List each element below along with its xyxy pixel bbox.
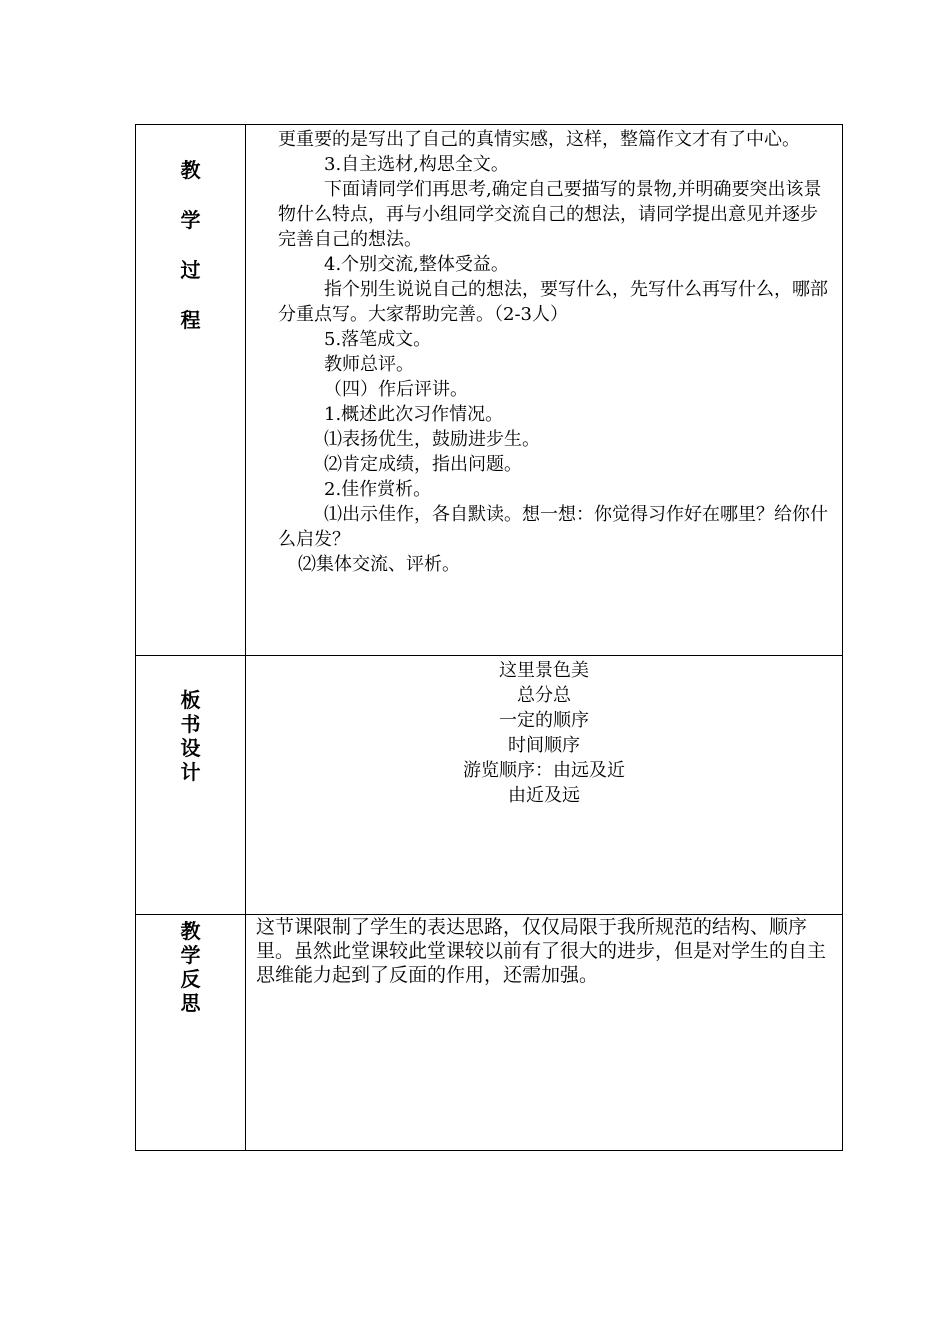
paragraph: （四）作后评讲。 (324, 379, 468, 400)
board-line: 由近及远 (508, 785, 580, 806)
label-char: 计 (180, 760, 201, 784)
label-char: 教 (180, 919, 201, 943)
reflection-paragraph: 这节课限制了学生的表达思路，仅仅局限于我所规范的结构、顺序里。虽然此堂课较此堂课较以前有了很大的进步，但是对学生的自主思维能力起到了反面的作用，还需加强。 (256, 916, 827, 986)
label-char: 思 (180, 991, 201, 1015)
board-line: 游览顺序：由远及近 (463, 760, 625, 781)
process-label-cell (136, 125, 246, 656)
process-row (136, 125, 843, 656)
paragraph: 教师总评。 (324, 354, 414, 375)
board-text (246, 656, 842, 808)
board-line: 一定的顺序 (499, 710, 589, 731)
process-text (246, 125, 842, 577)
paragraph: 3.自主选材,构思全文。 (324, 154, 509, 175)
board-label (136, 656, 245, 784)
label-char: 过 (180, 258, 201, 282)
reflection-content-cell (246, 915, 843, 1151)
label-char: 设 (180, 736, 201, 760)
board-line: 这里景色美 (499, 660, 589, 681)
board-line: 时间顺序 (508, 735, 580, 756)
paragraph: 指个别生说说自己的想法，要写什么，先写什么再写什么，哪部分重点写。大家帮助完善。（2-3人） (278, 279, 828, 325)
label-char: 板 (180, 688, 201, 712)
board-label-cell (136, 656, 246, 915)
process-label (136, 125, 245, 345)
label-char: 学 (180, 208, 201, 232)
paragraph: 2.佳作赏析。 (324, 479, 432, 500)
paragraph: ⑴表扬优生，鼓励进步生。 (324, 429, 540, 450)
paragraph: 更重要的是写出了自己的真情实感，这样，整篇作文才有了中心。 (278, 129, 800, 150)
paragraph: ⑴出示佳作，各自默读。想一想：你觉得习作好在哪里？给你什么启发？ (278, 504, 828, 550)
paragraph: ⑵肯定成绩，指出问题。 (324, 454, 522, 475)
paragraph: 下面请同学们再思考,确定自己要描写的景物,并明确要突出该景物什么特点，再与小组同学交流自己的想法，请同学提出意见并逐步完善自己的想法。 (278, 179, 822, 250)
label-char: 程 (180, 308, 201, 332)
process-content-cell (246, 125, 843, 656)
paragraph: 5.落笔成文。 (324, 329, 432, 350)
reflection-text (246, 915, 842, 987)
board-content-cell (246, 656, 843, 915)
paragraph: 1.概述此次习作情况。 (324, 404, 504, 425)
reflection-label-cell (136, 915, 246, 1151)
label-char: 反 (180, 967, 201, 991)
label-char: 教 (180, 158, 201, 182)
paragraph: 4.个别交流,整体受益。 (324, 254, 509, 275)
board-line: 总分总 (517, 685, 571, 706)
label-char: 书 (180, 712, 201, 736)
lesson-plan-table (135, 124, 843, 1151)
board-row (136, 656, 843, 915)
paragraph: ⑵集体交流、评析。 (298, 554, 460, 575)
reflection-label (136, 915, 245, 1015)
label-char: 学 (180, 943, 201, 967)
reflection-row (136, 915, 843, 1151)
